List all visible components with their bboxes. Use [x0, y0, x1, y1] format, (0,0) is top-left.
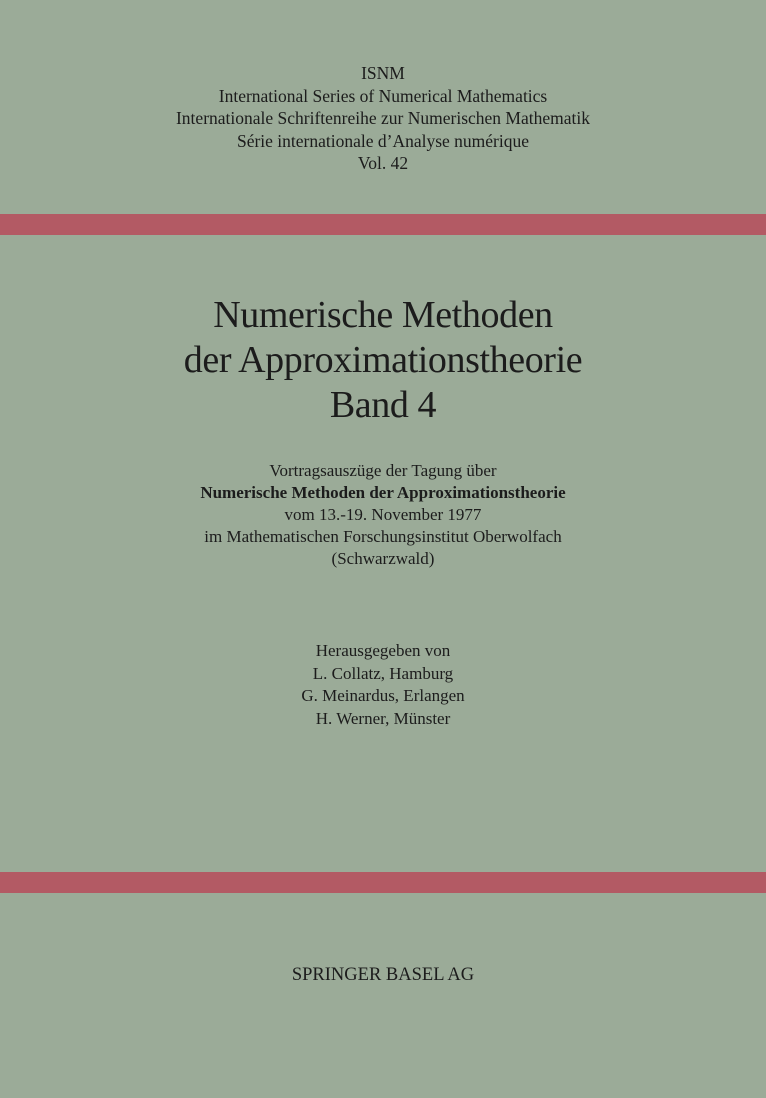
title-line-3: Band 4 — [329, 384, 437, 426]
proceedings-line-1: Vortragsauszüge der Tagung über — [269, 461, 497, 480]
editors-label: Herausgegeben von — [315, 641, 451, 660]
series-block — [0, 62, 766, 175]
series-name-french: Série internationale d’Analyse numérique — [236, 130, 530, 151]
proceedings-dates: vom 13.-19. November 1977 — [284, 505, 482, 524]
publisher-name: SPRINGER BASEL AG — [291, 965, 475, 985]
proceedings-description — [0, 460, 766, 570]
book-title — [0, 293, 766, 428]
proceedings-conference-title: Numerische Methoden der Approximationstheorie — [200, 483, 566, 502]
series-volume: Vol. 42 — [357, 153, 409, 173]
title-line-2: der Approximationstheorie — [183, 339, 583, 381]
series-name-english: International Series of Numerical Mathematics — [218, 85, 548, 106]
editor-name: H. Werner, Münster — [315, 708, 451, 728]
proceedings-region: (Schwarzwald) — [331, 549, 435, 568]
series-acronym: ISNM — [361, 63, 405, 83]
series-name-german: Internationale Schriftenreihe zur Numerischen Mathematik — [175, 108, 590, 128]
top-color-band — [0, 214, 766, 235]
title-line-1: Numerische Methoden — [213, 294, 553, 336]
editor-name: L. Collatz, Hamburg — [312, 663, 454, 683]
proceedings-venue: im Mathematischen Forschungsinstitut Oberwolfach — [204, 527, 562, 546]
editor-name: G. Meinardus, Erlangen — [301, 686, 465, 705]
editors-block — [0, 640, 766, 730]
bottom-color-band — [0, 872, 766, 893]
